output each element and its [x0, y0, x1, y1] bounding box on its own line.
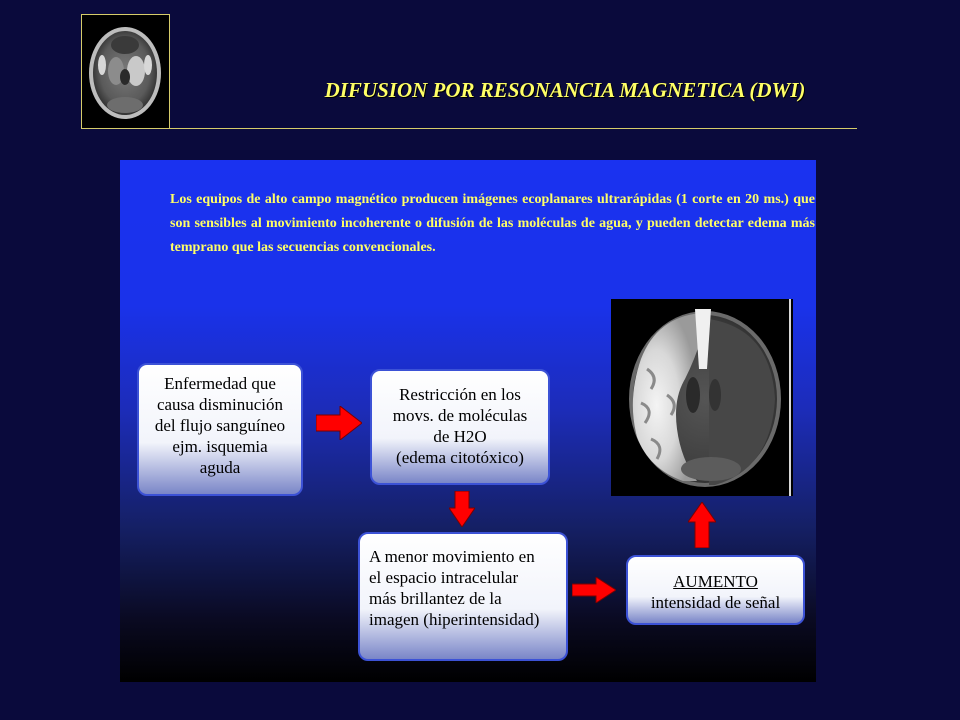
restriction-line: de H2O: [433, 427, 487, 446]
arrow-up-icon: [688, 502, 716, 548]
title-divider: [81, 128, 857, 129]
cause-line: aguda: [199, 458, 241, 477]
arrow-right-icon: [572, 577, 616, 603]
movement-box: [358, 532, 568, 661]
cause-line: del flujo sanguíneo: [154, 416, 286, 435]
cause-line: Enfermedad que: [164, 374, 276, 393]
result-box: [626, 555, 805, 625]
result-line: intensidad de señal: [650, 593, 781, 612]
restriction-line: (edema citotóxico): [396, 448, 524, 467]
restriction-line: movs. de moléculas: [392, 406, 528, 425]
restriction-box: [370, 369, 550, 485]
movement-line: imagen (hiperintensidad): [369, 610, 540, 629]
cause-box: [137, 363, 303, 496]
intro-paragraph: Los equipos de alto campo magnético producen imágenes ecoplanares ultrarápidas (1 corte en 20 ms.) que son sensibles al movimiento incoherente o difusión de las moléculas de agua, y pueden detectar edema más temprano que las secuencias convencionales.: [170, 192, 815, 255]
movement-line: el espacio intracelular: [369, 568, 519, 587]
arrow-down-icon: [449, 491, 475, 527]
restriction-line: Restricción en los: [399, 385, 521, 404]
cause-line: ejm. isquemia: [172, 437, 268, 456]
page-title: DIFUSION POR RESONANCIA MAGNETICA (DWI): [324, 78, 806, 102]
movement-line: más brillantez de la: [369, 589, 502, 608]
mri-thumbnail-icon: [81, 14, 170, 129]
arrow-right-icon: [316, 406, 362, 440]
result-heading: AUMENTO: [673, 572, 758, 591]
cause-line: causa disminución: [156, 395, 284, 414]
movement-line: A menor movimiento en: [369, 547, 535, 566]
dwi-brain-image-icon: [611, 299, 793, 496]
